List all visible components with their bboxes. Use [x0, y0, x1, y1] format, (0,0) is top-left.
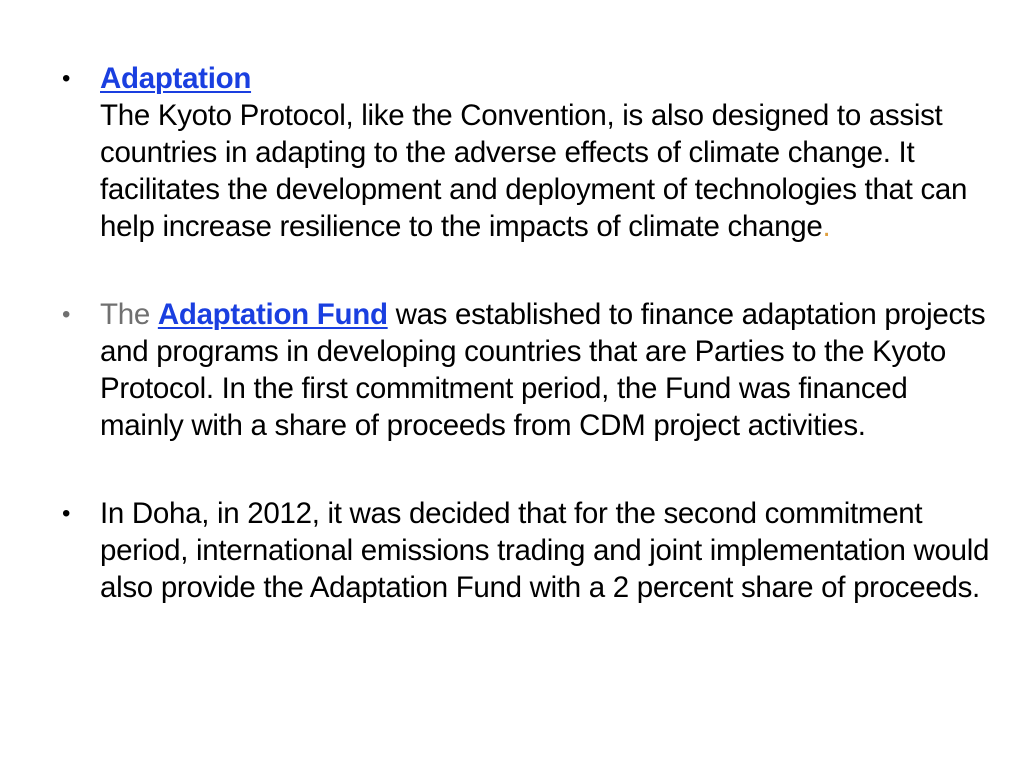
bullet-item-doha	[62, 495, 992, 606]
bullet-item-adaptation-fund	[62, 296, 992, 444]
bullet-icon: •	[62, 65, 71, 92]
bullet-body-text: In Doha, in 2012, it was decided that for the second commitment period, international emissions trading and joint implementation would also provide the Adaptation Fund with a 2 percent share of proceeds.	[100, 497, 990, 604]
adaptation-link[interactable]: Adaptation	[100, 62, 252, 95]
bullet-prefix-text: The	[100, 298, 158, 331]
bullet-list	[62, 60, 992, 606]
trailing-period: .	[822, 210, 831, 243]
bullet-body-text: was established to finance adaptation projects and programs in developing countries that are Parties to the Kyoto Protocol. In the first commitment period, the Fund was financed mainly with a share of proceeds from CDM project activities.	[100, 298, 986, 442]
adaptation-fund-link[interactable]: Adaptation Fund	[157, 298, 388, 331]
bullet-item-adaptation	[62, 60, 992, 245]
bullet-icon: •	[62, 301, 71, 328]
bullet-icon: •	[62, 500, 71, 527]
bullet-body-text: The Kyoto Protocol, like the Convention, is also designed to assist countries in adapting to the adverse effects of climate change. It facilitates the development and deployment of technologies that can help increase resilience to the impacts of climate change	[100, 99, 968, 243]
